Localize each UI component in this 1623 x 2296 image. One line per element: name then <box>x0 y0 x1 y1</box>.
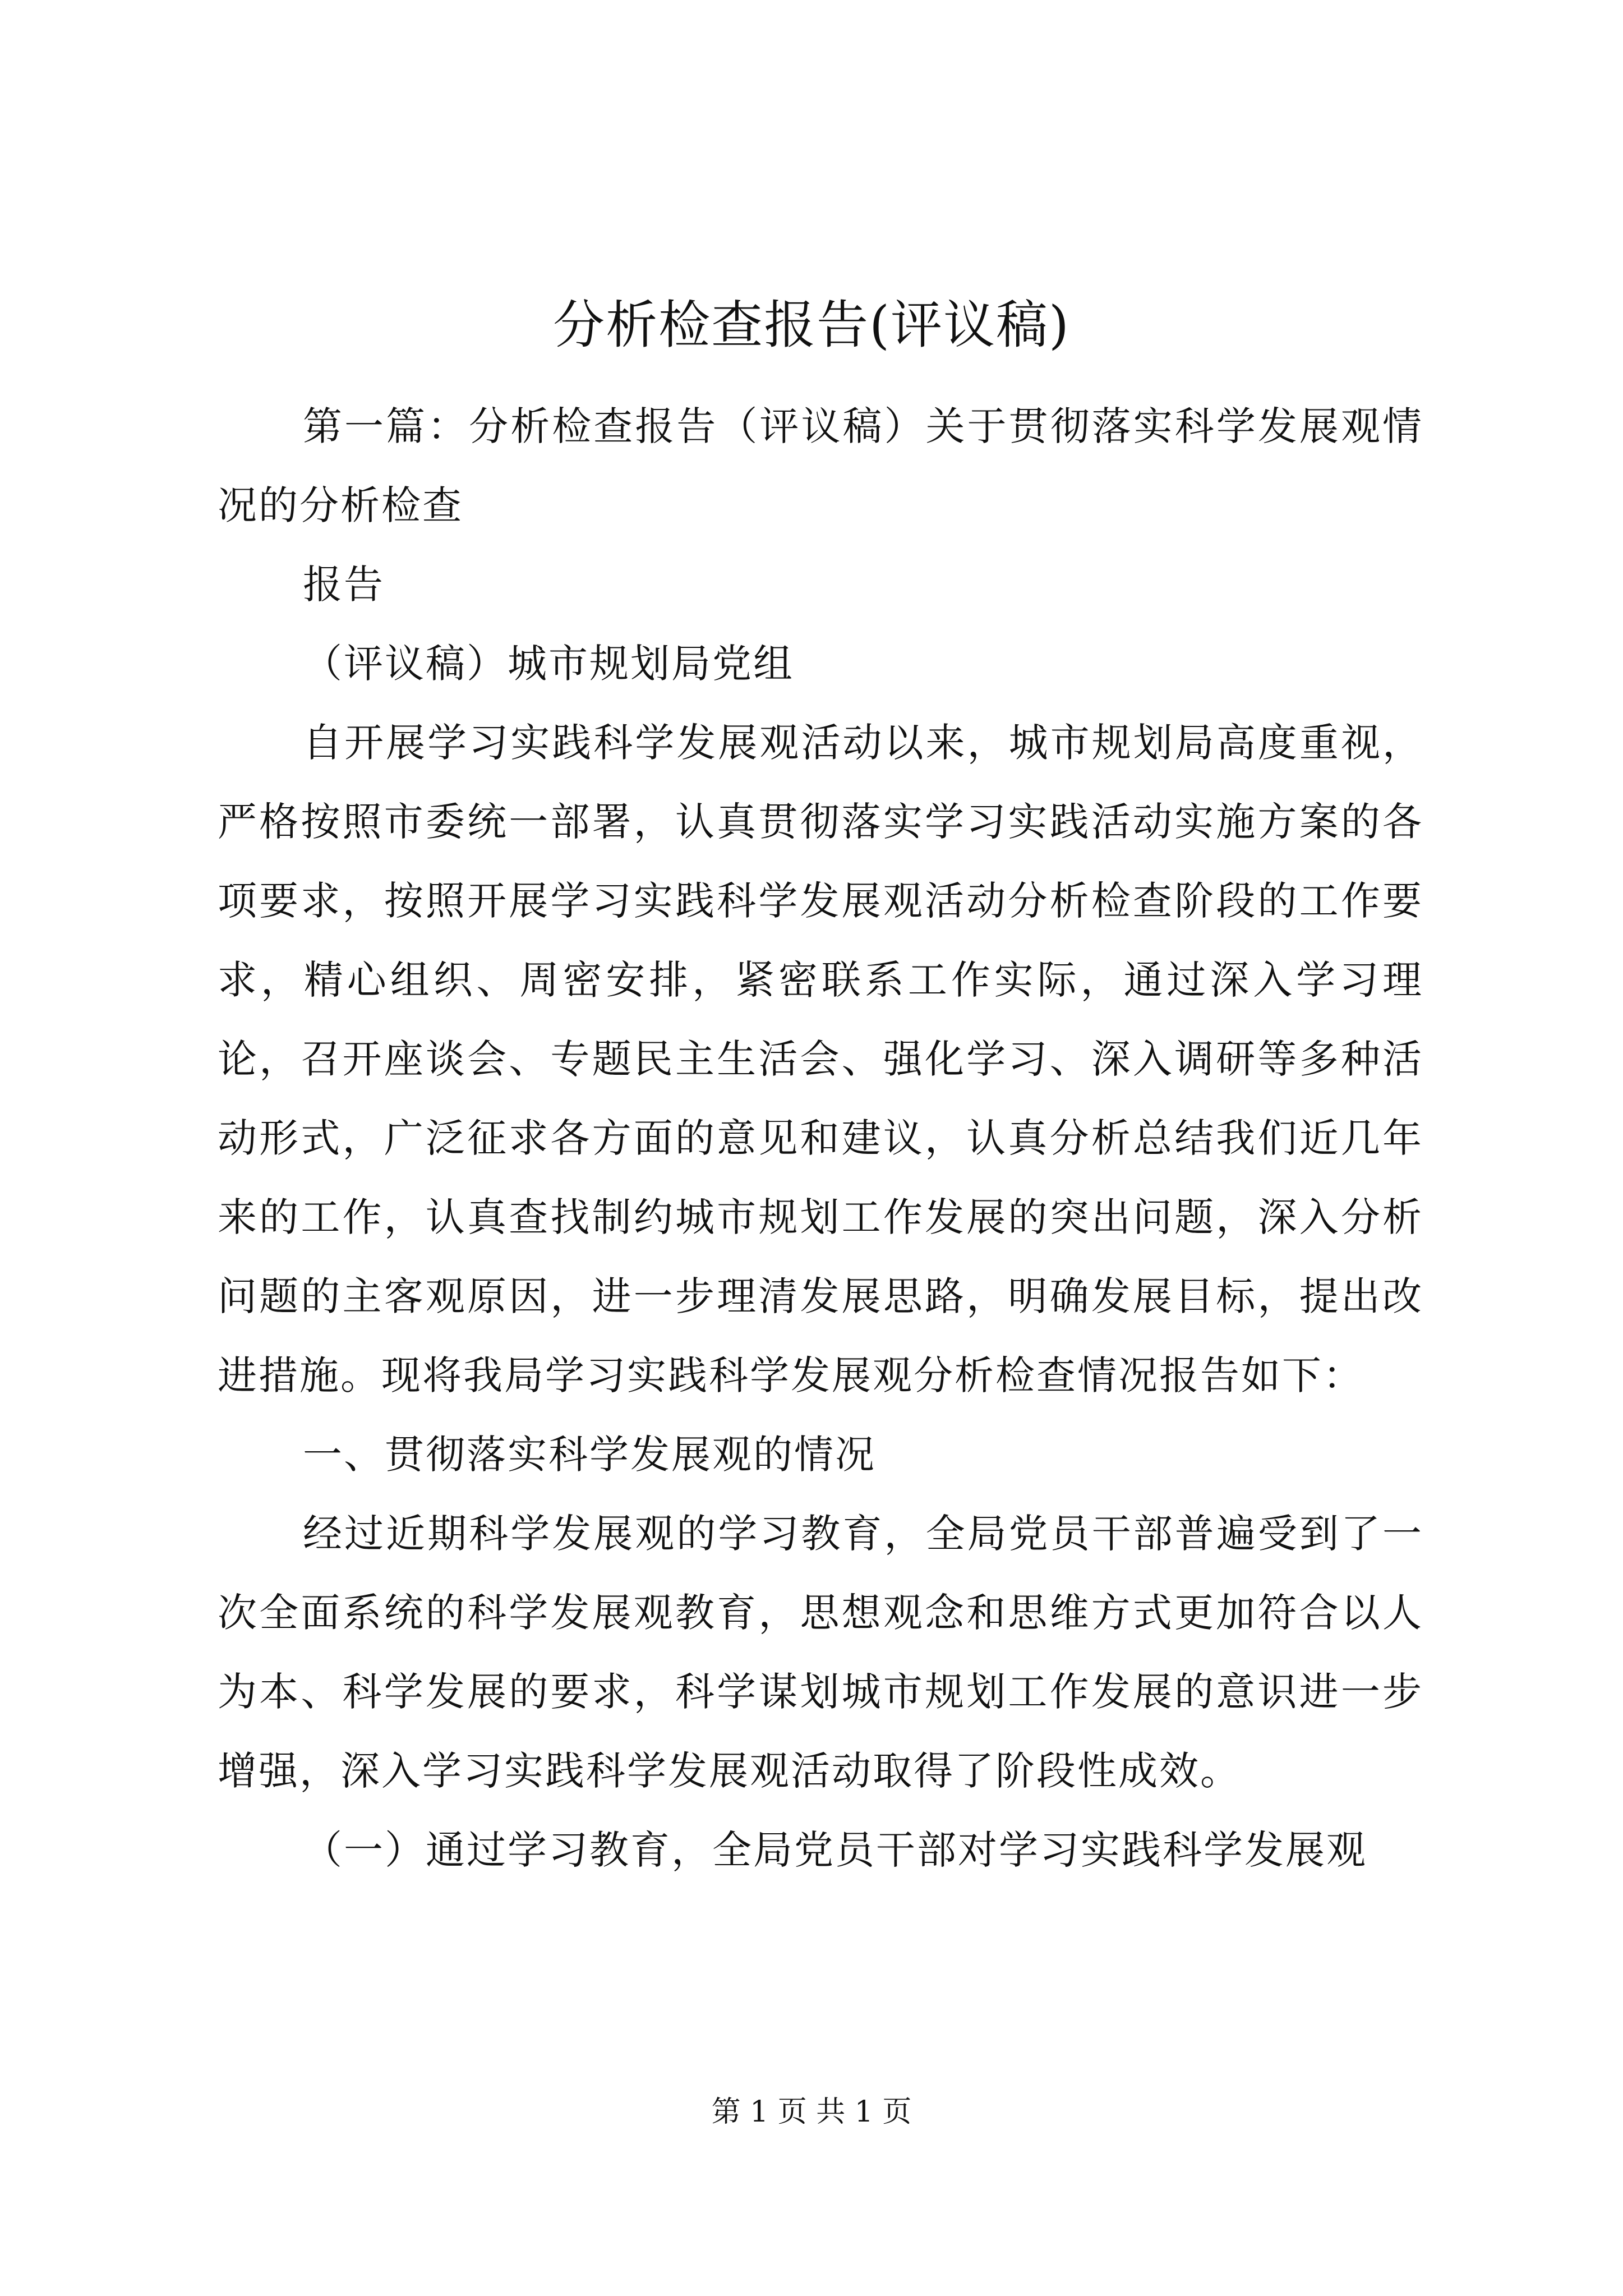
section-heading-one: 一、贯彻落实科学发展观的情况 <box>303 1432 876 1478</box>
document-body <box>218 387 1423 1890</box>
paragraph-subsection-one: （一）通过学习教育，全局党员干部对学习实践科学发展观 <box>303 1827 1367 1873</box>
paragraph-intro: 自开展学习实践科学发展观活动以来，城市规划局高度重视，严格按照市委统一部署，认真贯彻落实学习实践活动实施方案的各项要求，按照开展学习实践科学发展观活动分析检查阶段的工作要求，精心组织、周密安排，紧密联系工作实际，通过深入学习理论，召开座谈会、专题民主生活会、强化学习、深入调研等多种活动形式，广泛征求各方面的意见和建议，认真分析总结我们近几年来的工作，认真查找制约城市规划工作发展的突出问题，深入分析问题的主客观原因，进一步理清发展思路，明确发展目标，提出改进措施。现将我局学习实践科学发展观分析检查情况报告如下： <box>218 720 1423 1398</box>
page-footer: 第 1 页 共 1 页 <box>711 2095 912 2129</box>
paragraph-report: 报告 <box>303 562 385 608</box>
paragraph-section-one: 经过近期科学发展观的学习教育，全局党员干部普遍受到了一次全面系统的科学发展观教育，思想观念和思维方式更加符合以人为本、科学发展的要求，科学谋划城市规划工作发展的意识进一步增强，深入学习实践科学发展观活动取得了阶段性成效。 <box>218 1511 1423 1794</box>
document-title: 分析检查报告(评议稿) <box>553 295 1070 355</box>
paragraph-issuer: （评议稿）城市规划局党组 <box>303 641 794 687</box>
paragraph-heading-first: 第一篇：分析检查报告（评议稿）关于贯彻落实科学发展观情况的分析检查 <box>218 403 1423 528</box>
